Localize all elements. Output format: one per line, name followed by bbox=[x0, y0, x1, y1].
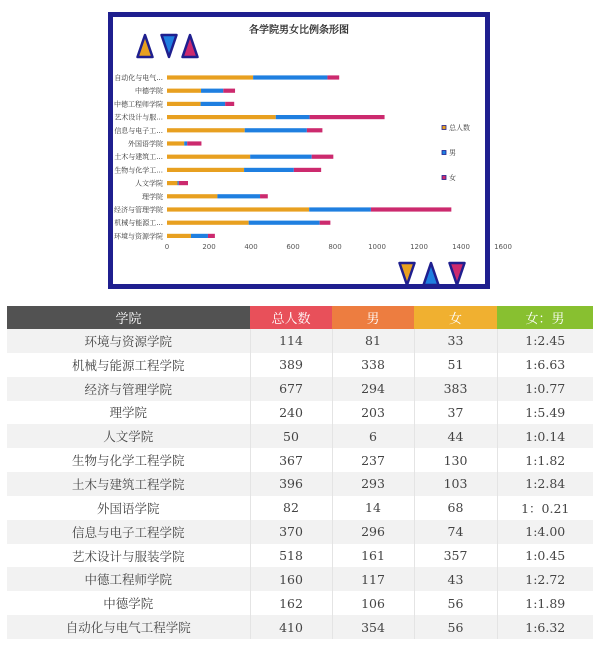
legend-label: 男 bbox=[449, 149, 456, 157]
table-cell: 外国语学院 bbox=[7, 496, 250, 520]
table-cell: 1:2.45 bbox=[497, 329, 593, 353]
column-header: 男 bbox=[332, 306, 414, 329]
table-cell: 艺术设计与服装学院 bbox=[7, 544, 250, 568]
table-cell: 生物与化学工程学院 bbox=[7, 448, 250, 472]
bar-total bbox=[167, 141, 184, 145]
table-cell: 33 bbox=[414, 329, 497, 353]
bar-female bbox=[294, 168, 321, 172]
x-tick-label: 1200 bbox=[410, 242, 428, 251]
legend-swatch bbox=[442, 151, 446, 155]
table-row bbox=[7, 472, 593, 496]
table-cell: 1:0.45 bbox=[497, 544, 593, 568]
legend-label: 总人数 bbox=[449, 124, 470, 132]
table-cell: 机械与能源工程学院 bbox=[7, 353, 250, 377]
category-label: 生物与化学工... bbox=[114, 166, 163, 175]
table-cell: 370 bbox=[250, 520, 332, 544]
column-header: 女：男 bbox=[497, 306, 593, 329]
bar-total bbox=[167, 75, 253, 79]
category-label: 人文学院 bbox=[135, 179, 163, 188]
bar-male bbox=[253, 75, 327, 79]
table-cell: 信息与电子工程学院 bbox=[7, 520, 250, 544]
table-cell: 6 bbox=[332, 424, 414, 448]
table-row bbox=[7, 329, 593, 353]
table-cell: 162 bbox=[250, 591, 332, 615]
category-label: 机械与能源工... bbox=[114, 219, 163, 228]
legend-swatch bbox=[442, 176, 446, 180]
bar-male bbox=[201, 102, 226, 106]
bar-male bbox=[276, 115, 310, 119]
table-cell: 117 bbox=[332, 567, 414, 591]
table-cell: 1:1.82 bbox=[497, 448, 593, 472]
bar-female bbox=[310, 115, 385, 119]
chart-title: 各学院男女比例条形图 bbox=[249, 25, 349, 36]
bar-male bbox=[201, 89, 223, 93]
category-label: 中德学院 bbox=[135, 87, 163, 96]
bar-total bbox=[167, 89, 201, 93]
x-tick-label: 800 bbox=[328, 242, 342, 251]
category-label: 自动化与电气... bbox=[114, 74, 163, 82]
table-cell: 1:2.72 bbox=[497, 567, 593, 591]
table-row bbox=[7, 496, 593, 520]
bar-female bbox=[187, 141, 201, 145]
table-cell: 677 bbox=[250, 377, 332, 401]
table-cell: 1:4.00 bbox=[497, 520, 593, 544]
table-cell: 82 bbox=[250, 496, 332, 520]
table-cell: 74 bbox=[414, 520, 497, 544]
table-cell: 396 bbox=[250, 472, 332, 496]
table-cell: 1:6.32 bbox=[497, 615, 593, 639]
table-cell: 1:2.84 bbox=[497, 472, 593, 496]
bar-total bbox=[167, 155, 250, 159]
bar-female bbox=[179, 181, 188, 185]
table-cell: 161 bbox=[332, 544, 414, 568]
bar-male bbox=[184, 141, 187, 145]
category-label: 中德工程师学院 bbox=[114, 100, 163, 109]
table-row bbox=[7, 448, 593, 472]
table-cell: 56 bbox=[414, 591, 497, 615]
table-cell: 43 bbox=[414, 567, 497, 591]
bar-total bbox=[167, 128, 245, 132]
bar-male bbox=[245, 128, 307, 132]
column-header: 学院 bbox=[7, 306, 250, 329]
category-label: 外国语学院 bbox=[128, 140, 163, 148]
table-row bbox=[7, 544, 593, 568]
bar-total bbox=[167, 181, 178, 185]
table-cell: 1:5.49 bbox=[497, 401, 593, 425]
table-cell: 1:1.89 bbox=[497, 591, 593, 615]
triangle-up-icon bbox=[424, 263, 439, 285]
table-cell: 81 bbox=[332, 329, 414, 353]
bar-female bbox=[208, 234, 215, 238]
bar-female bbox=[320, 221, 331, 225]
bar-male bbox=[250, 155, 312, 159]
column-header: 总人数 bbox=[250, 306, 332, 329]
category-label: 艺术设计与服... bbox=[114, 113, 163, 122]
x-tick-label: 1400 bbox=[452, 242, 470, 251]
x-tick-label: 200 bbox=[202, 242, 216, 251]
table-cell: 1：0.21 bbox=[497, 496, 593, 520]
table-cell: 土木与建筑工程学院 bbox=[7, 472, 250, 496]
table-cell: 354 bbox=[332, 615, 414, 639]
table-cell: 50 bbox=[250, 424, 332, 448]
table-row bbox=[7, 567, 593, 591]
x-tick-label: 600 bbox=[286, 242, 300, 251]
table-cell: 1:0.14 bbox=[497, 424, 593, 448]
table-row bbox=[7, 615, 593, 639]
bar-total bbox=[167, 102, 201, 106]
category-label: 信息与电子工... bbox=[114, 126, 163, 135]
table-header-row bbox=[7, 306, 593, 329]
data-table bbox=[7, 306, 593, 639]
bar-female bbox=[312, 155, 334, 159]
bar-male bbox=[217, 194, 260, 198]
table-cell: 经济与管理学院 bbox=[7, 377, 250, 401]
category-label: 经济与管理学院 bbox=[114, 206, 163, 214]
bar-male bbox=[309, 207, 371, 211]
x-tick-label: 1000 bbox=[368, 242, 386, 251]
table-cell: 240 bbox=[250, 401, 332, 425]
triangle-down-icon bbox=[400, 263, 415, 285]
x-tick-label: 0 bbox=[164, 242, 170, 251]
bar-male bbox=[178, 181, 179, 185]
table-row bbox=[7, 353, 593, 377]
table-cell: 410 bbox=[250, 615, 332, 639]
table-row bbox=[7, 401, 593, 425]
bar-total bbox=[167, 194, 217, 198]
table-cell: 203 bbox=[332, 401, 414, 425]
table-cell: 103 bbox=[414, 472, 497, 496]
table-row bbox=[7, 520, 593, 544]
table-cell: 106 bbox=[332, 591, 414, 615]
bar-female bbox=[225, 102, 234, 106]
table-row bbox=[7, 591, 593, 615]
table-cell: 中德学院 bbox=[7, 591, 250, 615]
table-cell: 51 bbox=[414, 353, 497, 377]
table-cell: 1:6.63 bbox=[497, 353, 593, 377]
table-cell: 44 bbox=[414, 424, 497, 448]
table-cell: 114 bbox=[250, 329, 332, 353]
category-label: 环境与资源学院 bbox=[114, 232, 163, 241]
table-cell: 338 bbox=[332, 353, 414, 377]
table-cell: 383 bbox=[414, 377, 497, 401]
bar-male bbox=[249, 221, 320, 225]
table-cell: 理学院 bbox=[7, 401, 250, 425]
table-cell: 14 bbox=[332, 496, 414, 520]
category-label: 土木与建筑工... bbox=[114, 153, 163, 162]
table-cell: 自动化与电气工程学院 bbox=[7, 615, 250, 639]
table-cell: 518 bbox=[250, 544, 332, 568]
table-cell: 160 bbox=[250, 567, 332, 591]
legend-label: 女 bbox=[449, 174, 456, 182]
bar-total bbox=[167, 207, 309, 211]
table-cell: 357 bbox=[414, 544, 497, 568]
table-cell: 中德工程师学院 bbox=[7, 567, 250, 591]
bar-female bbox=[327, 75, 339, 79]
table-cell: 237 bbox=[332, 448, 414, 472]
table-cell: 367 bbox=[250, 448, 332, 472]
column-header: 女 bbox=[414, 306, 497, 329]
bar-total bbox=[167, 234, 191, 238]
table-cell: 环境与资源学院 bbox=[7, 329, 250, 353]
table-cell: 130 bbox=[414, 448, 497, 472]
table-cell: 68 bbox=[414, 496, 497, 520]
triangle-down-icon bbox=[450, 263, 465, 285]
x-tick-label: 1600 bbox=[494, 242, 512, 251]
bar-male bbox=[191, 234, 208, 238]
table-body bbox=[7, 329, 593, 639]
bar-total bbox=[167, 168, 244, 172]
table-cell: 294 bbox=[332, 377, 414, 401]
bar-female bbox=[260, 194, 268, 198]
table-cell: 人文学院 bbox=[7, 424, 250, 448]
table-row bbox=[7, 377, 593, 401]
bar-chart bbox=[108, 12, 512, 289]
triangle-down-icon bbox=[162, 35, 177, 57]
table-cell: 1:0.77 bbox=[497, 377, 593, 401]
table-cell: 293 bbox=[332, 472, 414, 496]
category-label: 理学院 bbox=[142, 192, 163, 201]
bar-female bbox=[307, 128, 323, 132]
x-tick-label: 400 bbox=[244, 242, 258, 251]
bar-total bbox=[167, 115, 276, 119]
table-cell: 389 bbox=[250, 353, 332, 377]
bar-female bbox=[371, 207, 451, 211]
triangle-up-icon bbox=[183, 35, 198, 57]
table-cell: 56 bbox=[414, 615, 497, 639]
table-cell: 37 bbox=[414, 401, 497, 425]
triangle-up-icon bbox=[138, 35, 153, 57]
table-row bbox=[7, 424, 593, 448]
bar-female bbox=[223, 89, 235, 93]
table-cell: 296 bbox=[332, 520, 414, 544]
bar-male bbox=[244, 168, 294, 172]
legend-swatch bbox=[442, 126, 446, 130]
bar-total bbox=[167, 221, 249, 225]
